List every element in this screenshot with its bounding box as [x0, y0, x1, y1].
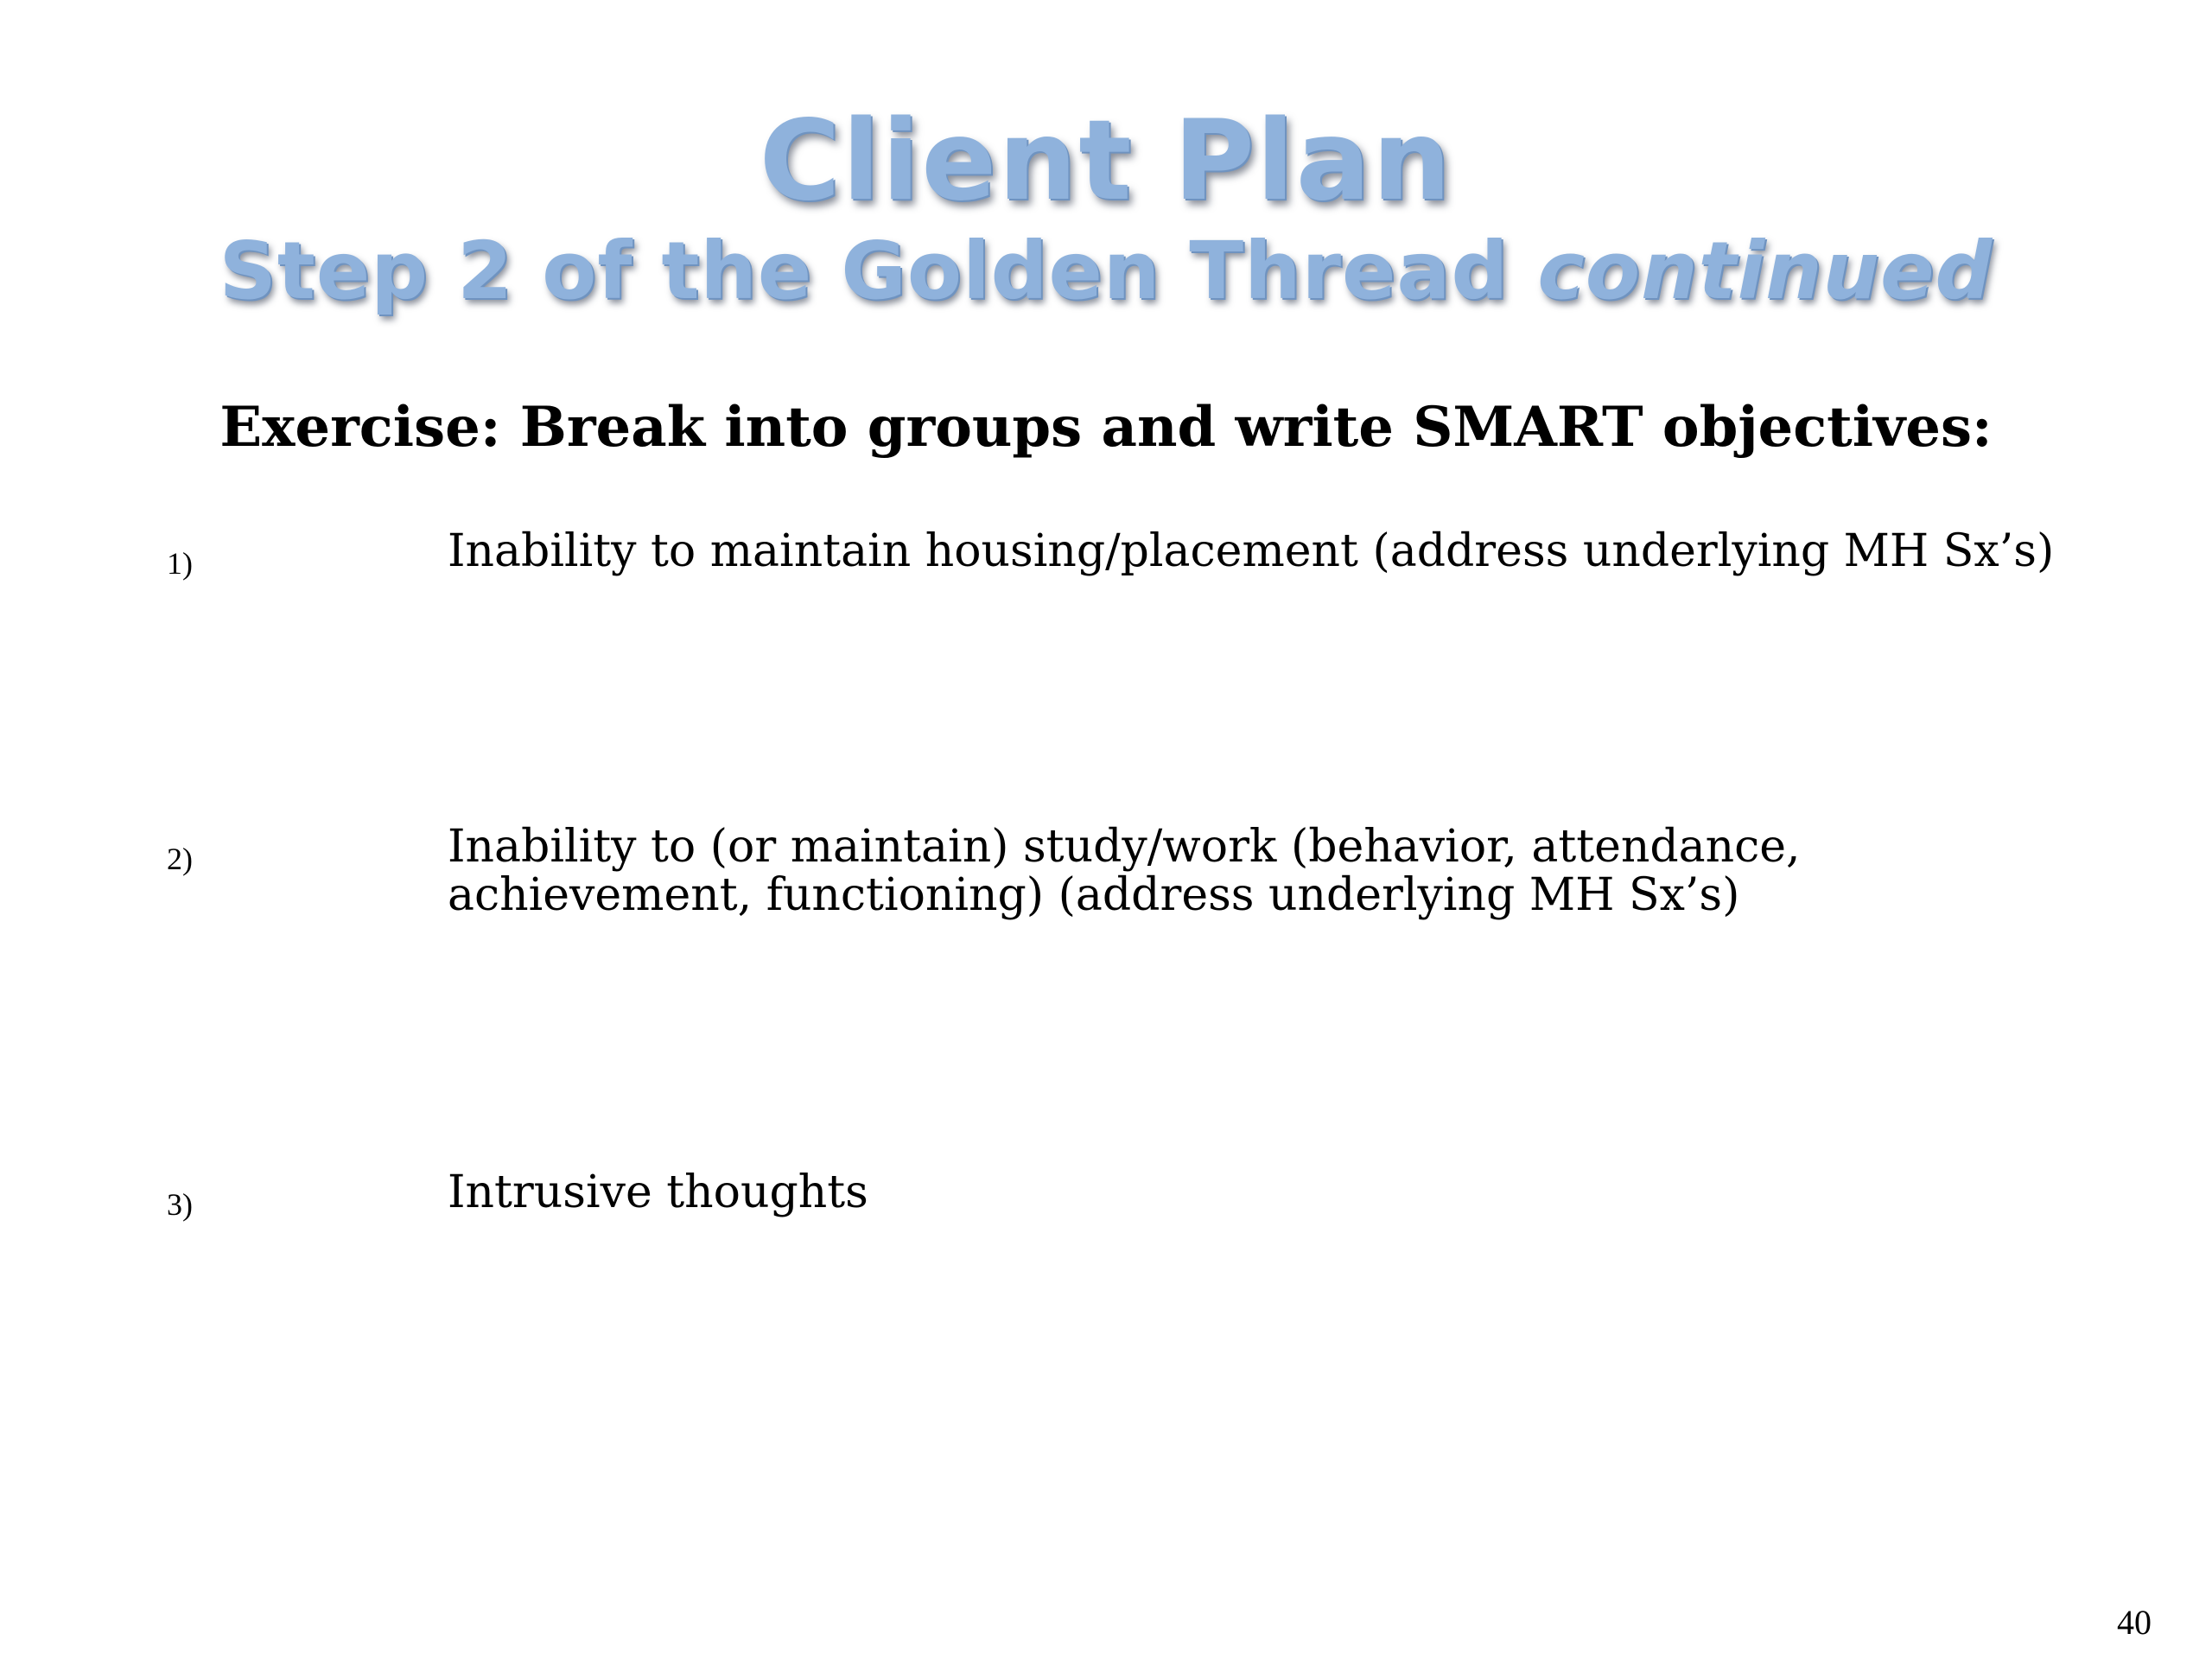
page-number: 40	[2117, 1603, 2152, 1642]
list-item-text: Inability to maintain housing/placement (address underlying MH Sx’s)	[448, 525, 2055, 577]
slide-subtitle-main: Step 2 of the Golden Thread	[219, 225, 1510, 317]
slide-subtitle	[0, 223, 2212, 320]
slide-title: Client Plan	[759, 97, 1453, 226]
exercise-heading: Exercise: Break into groups and write SMART objectives:	[219, 395, 1993, 460]
slide-subtitle-emphasis: continued	[1537, 225, 1993, 317]
list-item-number: 3)	[167, 1187, 193, 1222]
title-block	[0, 97, 2212, 320]
list-item-number: 1)	[167, 546, 193, 581]
list-item-text: Intrusive thoughts	[448, 1166, 868, 1218]
list-item-number: 2)	[167, 842, 193, 876]
list-item-text: Inability to (or maintain) study/work (behavior, attendance, achievement, functioning) (address underlying MH Sx’s)	[448, 821, 1801, 921]
